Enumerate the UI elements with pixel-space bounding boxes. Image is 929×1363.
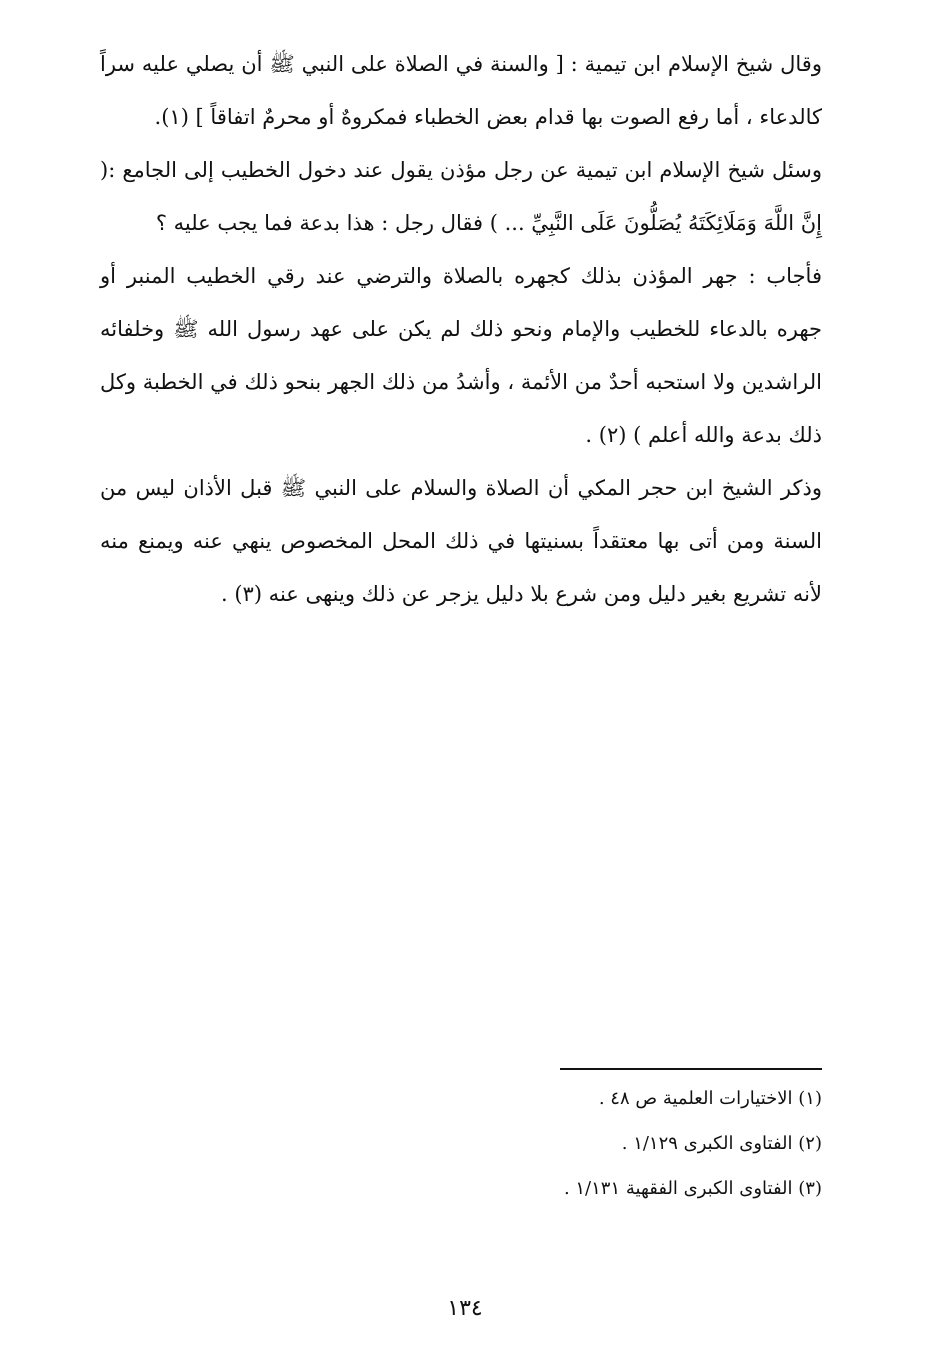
page-number: ١٣٤ [447, 1296, 483, 1321]
footnote-3: (٣) الفتاوى الكبرى الفقهية ١/١٣١ . [563, 1178, 822, 1199]
paragraph-question: وسئل شيخ الإسلام ابن تيمية عن رجل مؤذن يقول عند دخول الخطيب إلى الجامع :( إِنَّ اللَّهَ وَمَلَائِكَتَهُ يُصَلُّونَ عَلَى النَّبِيِّ ... ) فقال رجل : هذا بدعة فما يجب عليه ؟ [100, 158, 822, 235]
paragraph-ibn-hajar: وذكر الشيخ ابن حجر المكي أن الصلاة والسلام على النبي ﷺ قبل الأذان ليس من السنة ومن أتى بها معتقداً بسنيتها في ذلك المحل المخصوص ينهي عنه ويمنع منه لأنه تشريع بغير دليل ومن شرع بلا دليل يزجر عن ذلك وينهى عنه (٣) . [100, 476, 822, 606]
paragraph-ibn-taymiyya-quote: وقال شيخ الإسلام ابن تيمية : [ والسنة في الصلاة على النبي ﷺ أن يصلي عليه سراً كالدعاء ، أما رفع الصوت بها قدام بعض الخطباء فمكروهٌ أو محرمٌ اتفاقاً ] (١). [100, 52, 822, 129]
footnote-2: (٢) الفتاوى الكبرى ١/١٢٩ . [621, 1133, 822, 1154]
footnote-separator [560, 1068, 822, 1070]
footnote-1: (١) الاختيارات العلمية ص ٤٨ . [598, 1088, 822, 1109]
footnotes [420, 1076, 822, 1211]
main-text [100, 38, 822, 621]
paragraph-answer: فأجاب : جهر المؤذن بذلك كجهره بالصلاة والترضي عند رقي الخطيب المنبر أو جهره بالدعاء للخطيب والإمام ونحو ذلك لم يكن على عهد رسول الله ﷺ وخلفائه الراشدين ولا استحبه أحدٌ من الأئمة ، وأشدُ من ذلك الجهر بنحو ذلك في الخطبة وكل ذلك بدعة والله أعلم ) (٢) . [100, 264, 822, 447]
